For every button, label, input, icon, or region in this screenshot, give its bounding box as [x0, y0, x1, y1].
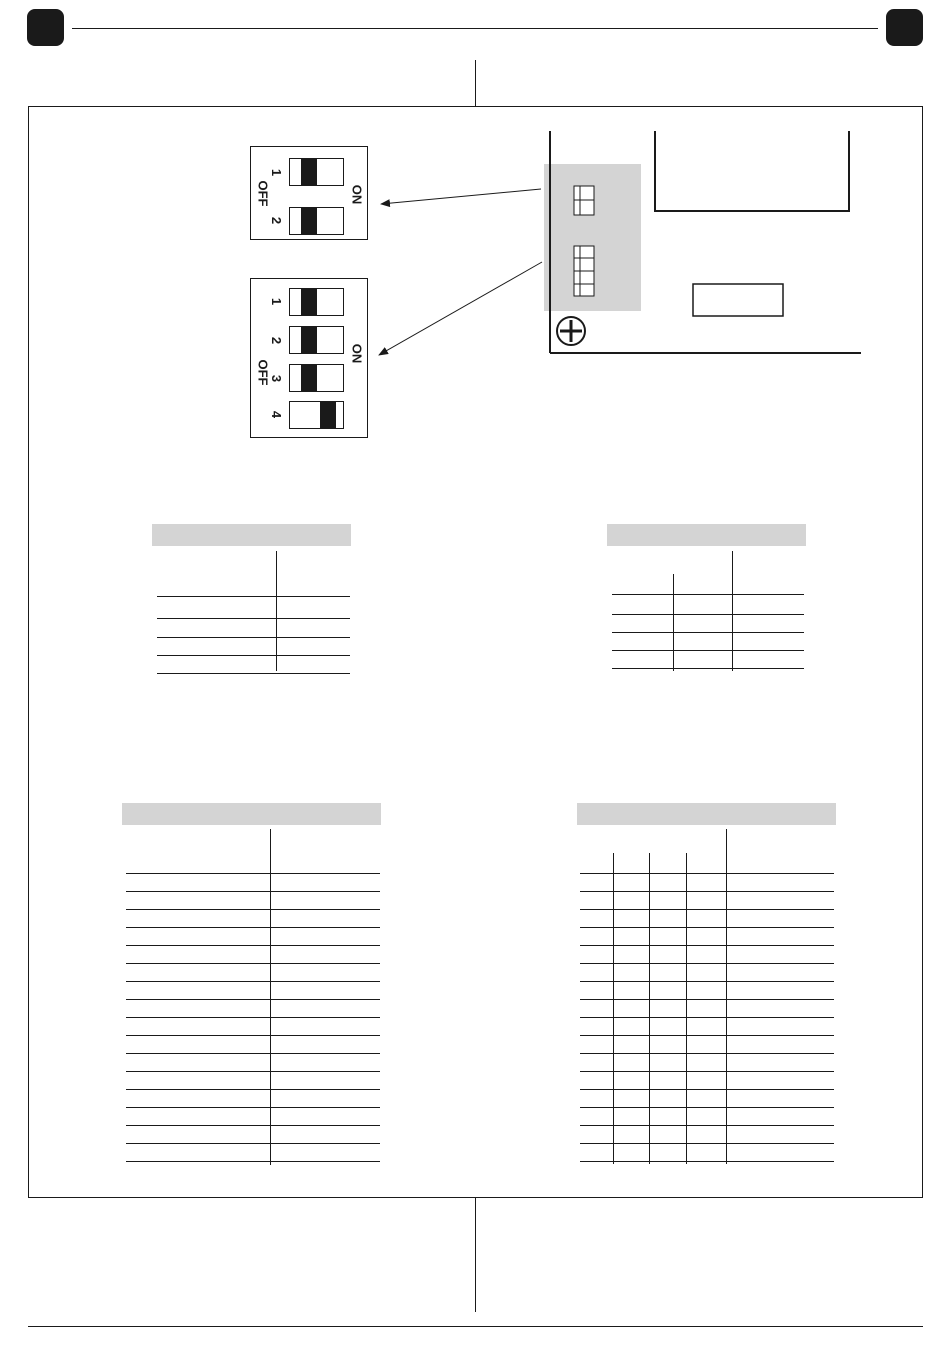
board-dip4-miniature: [574, 246, 594, 296]
table-row-line: [580, 1035, 834, 1036]
table-row-line: [126, 1035, 380, 1036]
table-row-line: [580, 873, 834, 874]
dip4-off-label: OFF: [255, 359, 271, 386]
table-bottom-right-header: [577, 803, 836, 825]
table-row-line: [126, 1071, 380, 1072]
table-row-line: [580, 1089, 834, 1090]
table-row-line: [580, 1125, 834, 1126]
table-row-line: [126, 963, 380, 964]
table-row-line: [126, 1107, 380, 1108]
dip4-on-label: ON: [349, 343, 365, 364]
table-row-line: [580, 963, 834, 964]
table-row-line: [580, 1017, 834, 1018]
table-column-divider: [276, 551, 277, 671]
dip2-on-label: ON: [349, 184, 365, 205]
table-column-divider: [726, 829, 727, 1164]
table-column-divider: [270, 829, 271, 1165]
table-row-line: [612, 632, 804, 633]
table-row-line: [157, 673, 350, 674]
table-row-line: [126, 873, 380, 874]
table-row-line: [157, 655, 350, 656]
table-row-line: [580, 1161, 834, 1162]
table-row-line: [612, 650, 804, 651]
table-bottom-right: [577, 803, 837, 1169]
table-row-line: [157, 637, 350, 638]
table-bottom-left-header: [122, 803, 381, 825]
table-row-line: [580, 1143, 834, 1144]
table-row-line: [126, 1053, 380, 1054]
table-row-line: [126, 1017, 380, 1018]
dip2-number-1: 1: [269, 168, 285, 177]
table-row-line: [157, 618, 350, 619]
bottom-column-divider: [475, 1198, 476, 1312]
table-column-divider: [732, 551, 733, 671]
board-connector: [693, 284, 783, 316]
table-row-line: [126, 1161, 380, 1162]
arrow-to-dip2: [381, 189, 541, 204]
board-diagram: [0, 0, 950, 470]
table-row-line: [126, 927, 380, 928]
table-row-line: [126, 1143, 380, 1144]
dip2-off-label: OFF: [255, 180, 271, 207]
table-bottom-left: [122, 803, 382, 1169]
table-column-divider: [613, 853, 614, 1164]
arrow-to-dip4: [379, 262, 542, 355]
table-top-right: [607, 524, 807, 674]
table-row-line: [126, 1089, 380, 1090]
table-row-line: [580, 945, 834, 946]
table-row-line: [157, 596, 350, 597]
table-row-line: [612, 668, 804, 669]
table-row-line: [126, 891, 380, 892]
dip2-number-2: 2: [269, 216, 285, 225]
table-top-left: [152, 524, 352, 676]
screw-icon: [557, 317, 585, 345]
table-row-line: [580, 999, 834, 1000]
table-row-line: [612, 614, 804, 615]
dip4-number-1: 1: [269, 297, 285, 306]
table-row-line: [580, 1053, 834, 1054]
table-row-line: [126, 909, 380, 910]
table-row-line: [126, 1125, 380, 1126]
table-row-line: [580, 927, 834, 928]
table-top-right-header: [607, 524, 806, 546]
dip4-number-3: 3: [269, 374, 285, 383]
dip4-number-2: 2: [269, 336, 285, 345]
table-row-line: [126, 999, 380, 1000]
table-row-line: [580, 1071, 834, 1072]
table-column-divider: [649, 853, 650, 1164]
table-top-left-header: [152, 524, 351, 546]
table-column-divider: [673, 574, 674, 671]
table-row-line: [580, 909, 834, 910]
table-row-line: [126, 981, 380, 982]
table-row-line: [580, 1107, 834, 1108]
board-component-outline: [655, 131, 849, 211]
dip4-number-4: 4: [269, 410, 285, 419]
table-row-line: [126, 945, 380, 946]
footer-rule: [28, 1326, 923, 1327]
table-row-line: [580, 891, 834, 892]
table-column-divider: [686, 853, 687, 1164]
board-dip2-miniature: [574, 186, 594, 215]
table-row-line: [612, 594, 804, 595]
table-row-line: [580, 981, 834, 982]
